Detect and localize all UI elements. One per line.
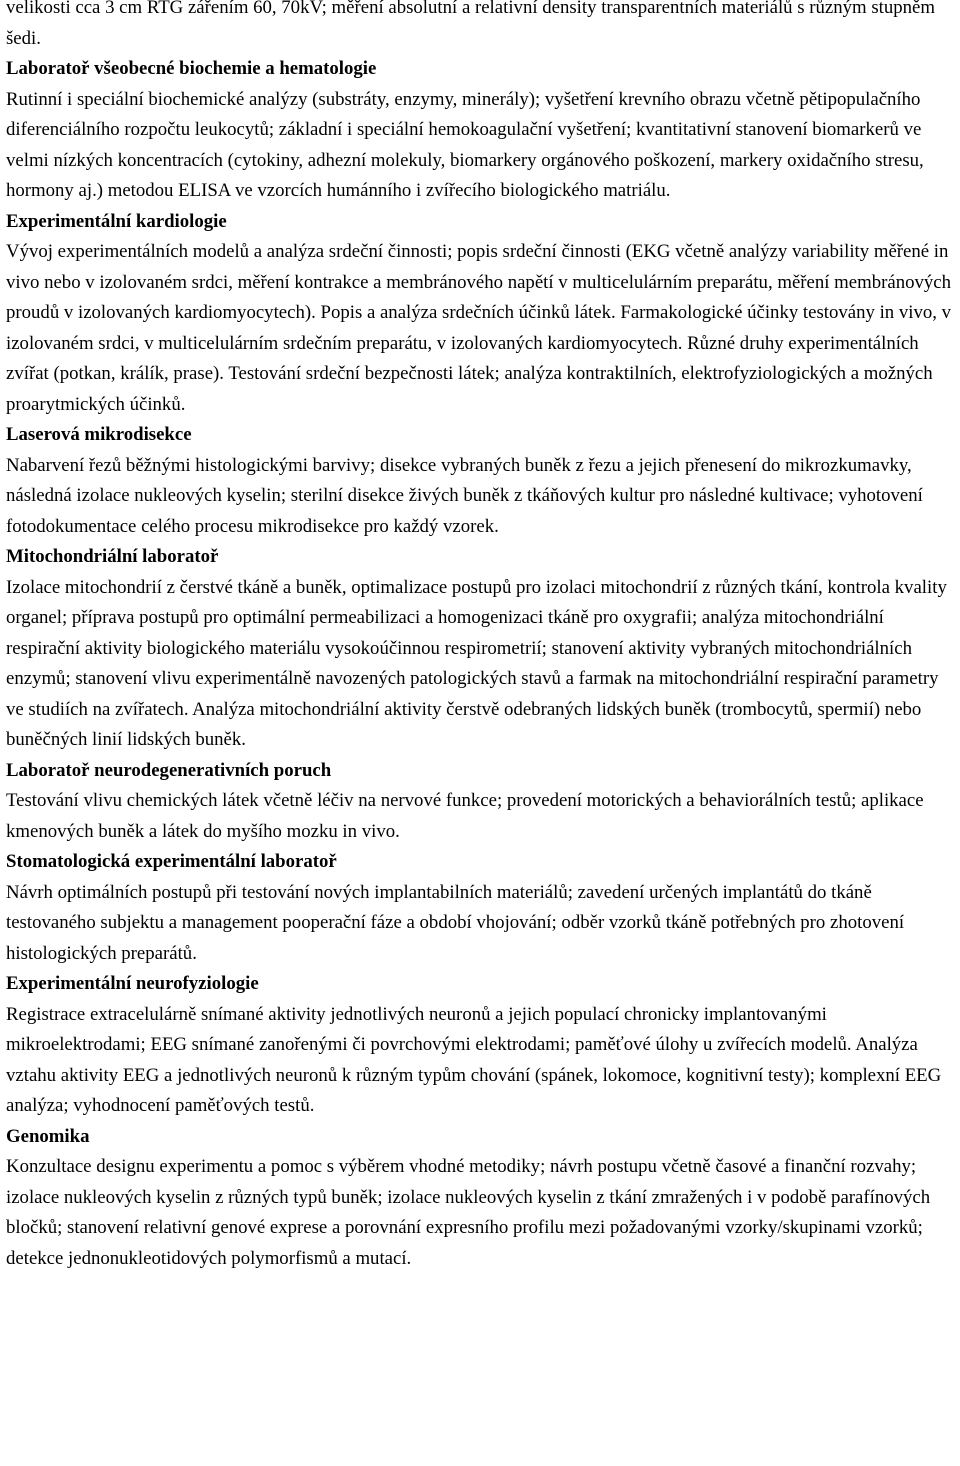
section-body: Registrace extracelulárně snímané aktivity jednotlivých neuronů a jejich populací chronicky implantovanými mikroelektrodami; EEG snímané zanořenými či povrchovými elektrodami; paměťové úlohy u zvířecích modelů. Analýza vztahu aktivity EEG a jednotlivých neuronů k různým typům chování (spánek, lokomoce, kognitivní testy); komplexní EEG analýza; vyhodnocení paměťových testů. (6, 1003, 942, 1116)
section-body: Izolace mitochondrií z čerstvé tkáně a buněk, optimalizace postupů pro izolaci mitochondrií z různých tkání, kontrola kvality organel; příprava postupů pro optimální permeabilizaci a homogenizaci tkáně pro oxygrafii; analýza mitochondriální respirační aktivity biologického materiálu vysokoúčinnou respirometrií; stanovení aktivity vybraných mitochondriálních enzymů; stanovení vlivu experimentálně navozených patologických stavů a farmak na mitochondriální respirační parametry ve studiích na zvířatech. Analýza mitochondriální aktivity čerstvě odebraných lidských buněk (trombocytů, spermií) nebo buněčných linií lidských buněk. (6, 576, 947, 750)
section-heading: Mitochondriální laboratoř (6, 546, 219, 567)
intro-paragraph: velikosti cca 3 cm RTG zářením 60, 70kV; měření absolutní a relativní density transparentních materiálů s různým stupněm šedi. (6, 0, 935, 49)
section-body: Testování vlivu chemických látek včetně léčiv na nervové funkce; provedení motorických a behaviorálních testů; aplikace kmenových buněk a látek do myšího mozku in vivo. (6, 790, 924, 842)
section-neurodegenerative-lab (6, 756, 952, 848)
section-body: Rutinní i speciální biochemické analýzy (substráty, enzymy, minerály); vyšetření krevního obrazu včetně pětipopulačního diferenciálního rozpočtu leukocytů; základní i speciální hemokoagulační vyšetření; kvantitativní stanovení biomarkerů ve velmi nízkých koncentracích (cytokiny, adhezní molekuly, biomarkery orgánového poškození, markery oxidačního stresu, hormony aj.) metodou ELISA ve vzorcích humánního i zvířecího biologického matriálu. (6, 88, 924, 201)
section-laser-microdissection (6, 420, 952, 542)
section-heading: Genomika (6, 1125, 90, 1147)
section-heading: Experimentální neurofyziologie (6, 973, 259, 994)
section-body: Nabarvení řezů běžnými histologickými barvivy; disekce vybraných buněk z řezu a jejich přenesení do mikrozkumavky, následná izolace nukleových kyselin; sterilní disekce živých buněk z tkáňových kultur pro následné kultivace; vyhotovení fotodokumentace celého procesu mikrodisekce pro každý vzorek. (6, 454, 923, 537)
section-heading: Laboratoř neurodegenerativních poruch (6, 759, 332, 781)
section-biochemistry-hematology (6, 54, 952, 207)
section-mitochondrial-lab (6, 542, 952, 756)
section-stomatology-lab (6, 847, 952, 969)
section-experimental-cardiology (6, 207, 952, 421)
section-heading: Stomatologická experimentální laboratoř (6, 851, 337, 872)
section-body: Konzultace designu experimentu a pomoc s výběrem vhodné metodiky; návrh postupu včetně časové a finanční rozvahy; izolace nukleových kyselin z různých typů buněk; izolace nukleových kyselin z tkání zmražených i v podobě parafínových bločků; stanovení relativní genové exprese a porovnání expresního profilu mezi požadovanými vzorky/skupinami vzorků; detekce jednonukleotidových polymorfismů a mutací. (6, 1156, 931, 1269)
section-genomics (6, 1122, 952, 1275)
section-body: Vývoj experimentálních modelů a analýza srdeční činnosti; popis srdeční činnosti (EKG včetně analýzy variability měřené in vivo nebo v izolovaném srdci, měření kontrakce a membránového napětí v multicelulárním preparátu, měření membránových proudů v izolovaných kardiomyocytech). Popis a analýza srdečních účinků látek. Farmakologické účinky testovány in vivo, v izolovaném srdci, v multicelulárním srdečním preparátu, v izolovaných kardiomyocytech. Různé druhy experimentálních zvířat (potkan, králík, prase). Testování srdeční bezpečnosti látek; analýza kontraktilních, elektrofyziologických a možných proarytmických účinků. (6, 241, 952, 415)
section-body: Návrh optimálních postupů při testování nových implantabilních materiálů; zavedení určených implantátů do tkáně testovaného subjektu a management pooperační fáze a období vhojování; odběr vzorků tkáně potřebných pro zhotovení histologických preparátů. (6, 881, 905, 964)
section-heading: Laserová mikrodisekce (6, 424, 192, 445)
section-heading: Laboratoř všeobecné biochemie a hematologie (6, 58, 377, 79)
section-experimental-neurophysiology (6, 969, 952, 1122)
section-heading: Experimentální kardiologie (6, 210, 227, 232)
